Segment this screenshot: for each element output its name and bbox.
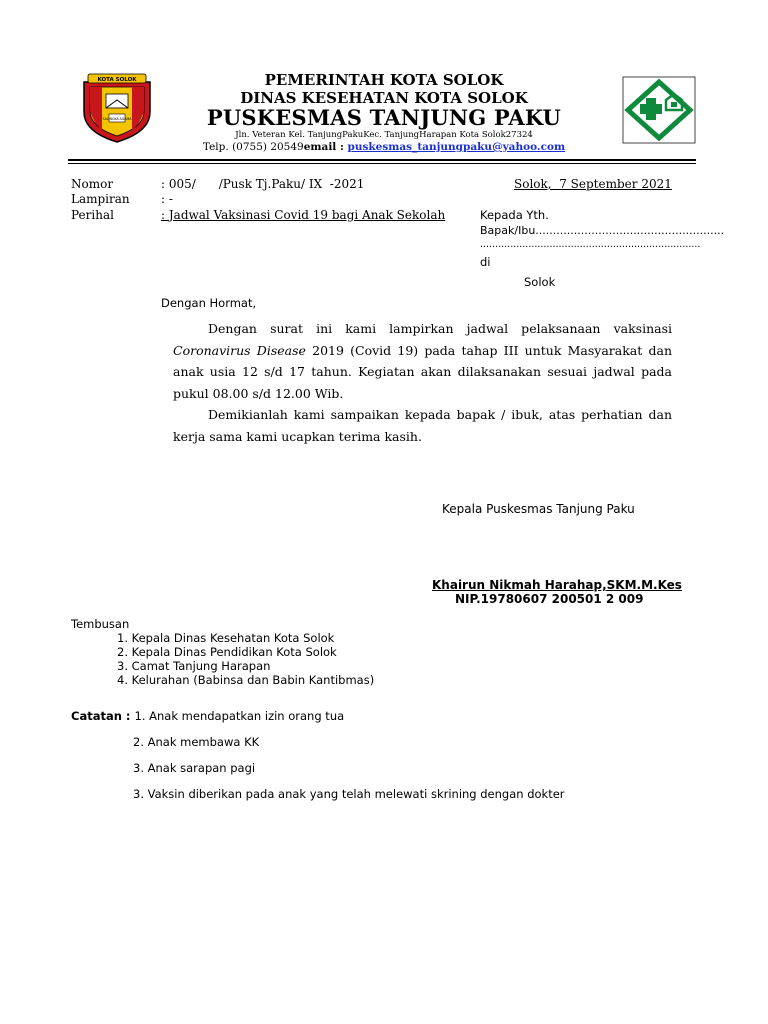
- letter-date: Solok, 7 September 2021: [514, 177, 672, 191]
- lampiran-label: Lampiran: [71, 192, 130, 206]
- catatan-line-1: [71, 709, 344, 723]
- greeting: Dengan Hormat,: [161, 296, 257, 310]
- para1-italic: Coronavirus Disease: [173, 342, 306, 358]
- para1-text-a: Dengan surat ini kami lampirkan jadwal pelaksanaan vaksinasi: [208, 321, 672, 336]
- para1-text-b: 2019 (Covid 19) pada tahap III untuk Masyarakat dan anak usia 12 s/d 17 tahun. Kegiatan akan dilaksanakan sesuai jadwal pada pukul 08.00 s/d 12.00 Wib.: [173, 342, 672, 401]
- lampiran-value: : -: [161, 192, 173, 206]
- signature-name: Khairun Nikmah Harahap,SKM.M.Kes: [432, 578, 682, 592]
- letterhead-address: Jln. Veteran Kel. TanjungPakuKec. TanjungHarapan Kota Solok27324: [235, 130, 533, 140]
- tembusan-item: 2. Kepala Dinas Pendidikan Kota Solok: [117, 645, 337, 659]
- nomor-value: : 005/ /Pusk Tj.Paku/ IX -2021: [161, 177, 365, 191]
- email-link[interactable]: puskesmas_tanjungpaku@yahoo.com: [347, 141, 566, 153]
- crest-motto-text: SALINGKA AGAMA: [102, 117, 132, 121]
- recipient-di: di: [480, 255, 491, 269]
- tembusan-item: 1. Kepala Dinas Kesehatan Kota Solok: [117, 631, 335, 645]
- letterhead-line-2: DINAS KESEHATAN KOTA SOLOK: [240, 89, 528, 107]
- catatan-item: 3. Vaksin diberikan pada anak yang telah melewati skrining dengan dokter: [133, 787, 565, 801]
- letterhead-line-1: PEMERINTAH KOTA SOLOK: [264, 71, 504, 89]
- tembusan-heading: Tembusan: [71, 617, 130, 631]
- recipient-city: Solok: [524, 275, 556, 289]
- catatan-item: 2. Anak membawa KK: [133, 735, 260, 749]
- letterhead-phone: Telp. (0755) 20549: [202, 141, 304, 153]
- body-paragraph-2: Demikianlah kami sampaikan kepada bapak / ibuk, atas perhatian dan kerja sama kami ucapkan terima kasih.: [173, 407, 672, 444]
- recipient-bapak: Bapak/Ibu......................................................: [480, 224, 725, 237]
- perihal-line: [161, 208, 445, 222]
- letterhead-rule-thick: [68, 159, 696, 161]
- catatan-item: 1. Anak mendapatkan izin orang tua: [134, 709, 345, 723]
- perihal-colon: :: [161, 208, 169, 222]
- catatan-label: Catatan :: [71, 709, 135, 723]
- perihal-value: Jadwal Vaksinasi Covid 19 bagi Anak Sekolah: [168, 208, 446, 222]
- letterhead-title: PUSKESMAS TANJUNG PAKU: [206, 105, 562, 130]
- letterhead-rule-thin: [68, 163, 696, 164]
- signature-nip: NIP.19780607 200501 2 009: [455, 592, 644, 606]
- catatan-item: 3. Anak sarapan pagi: [133, 761, 256, 775]
- signature-title: Kepala Puskesmas Tanjung Paku: [442, 502, 635, 516]
- email-label: email :: [303, 141, 348, 153]
- nomor-label: Nomor: [71, 177, 114, 191]
- tembusan-item: 3. Camat Tanjung Harapan: [117, 659, 271, 673]
- body-paragraph-1: [173, 318, 672, 404]
- perihal-label: Perihal: [71, 208, 114, 222]
- recipient-kepada: Kepada Yth.: [480, 208, 549, 222]
- letterhead-contact: [0, 141, 768, 153]
- crest-banner-text: KOTA SOLOK: [97, 77, 137, 83]
- recipient-dots: .........................................................................: [480, 239, 701, 250]
- tembusan-item: 4. Kelurahan (Babinsa dan Babin Kantibmas): [117, 673, 375, 687]
